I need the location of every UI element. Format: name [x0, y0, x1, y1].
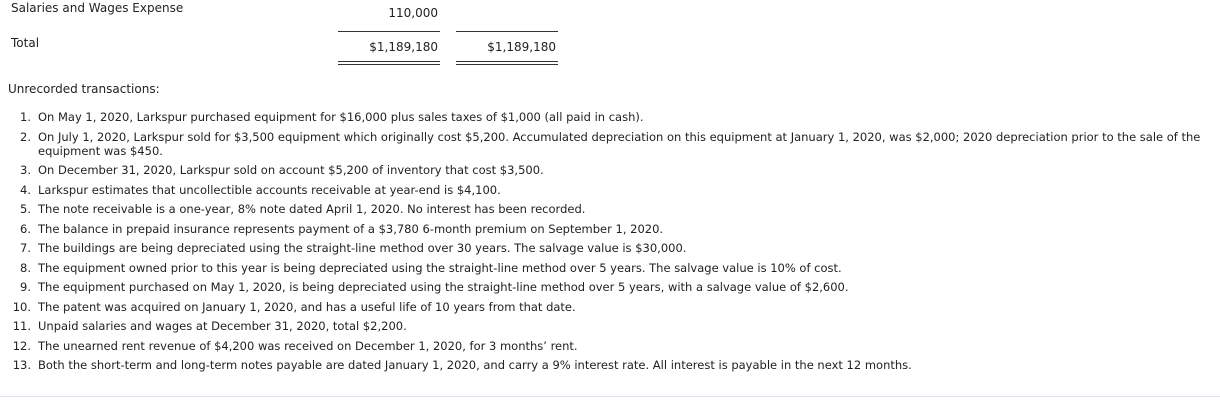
list-item: [0, 241, 1215, 255]
item-text: The patent was acquired on January 1, 2020, and has a useful life of 10 years from that date.: [38, 299, 576, 314]
item-text: On May 1, 2020, Larkspur purchased equipment for $16,000 plus sales taxes of $1,000 (all paid in cash).: [38, 110, 644, 124]
item-number: 3.: [20, 163, 31, 177]
item-number: 11.: [12, 319, 31, 333]
item-text: The unearned rent revenue of $4,200 was received on December 1, 2020, for 3 months’ rent.: [38, 338, 578, 353]
list-item: [0, 163, 1215, 177]
item-number: 10.: [12, 299, 31, 314]
list-item: [0, 130, 1215, 158]
section-title: Unrecorded transactions:: [8, 82, 160, 96]
debit-amount: 110,000: [388, 6, 438, 20]
list-item: [0, 183, 1215, 197]
debit-double-underline: [338, 61, 440, 62]
list-item: [0, 261, 1215, 275]
item-text: Both the short-term and long-term notes payable are dated January 1, 2020, and carry a 9% interest rate. All interest is payable in the next 12 months.: [38, 358, 912, 372]
item-number: 9.: [20, 280, 31, 294]
item-number: 13.: [12, 358, 31, 372]
item-text: The note receivable is a one-year, 8% note dated April 1, 2020. No interest has been recorded.: [38, 202, 586, 216]
debit-total: $1,189,180: [369, 40, 438, 54]
list-item: [0, 339, 1215, 353]
list-item: [0, 319, 1215, 333]
transactions-list: [0, 110, 1215, 378]
list-item: [0, 110, 1215, 124]
list-item: [0, 358, 1215, 372]
item-text: The equipment purchased on May 1, 2020, is being depreciated using the straight-line method over 5 years, with a salvage value of $2,600.: [38, 280, 849, 294]
item-number: 7.: [20, 241, 31, 255]
item-text: The buildings are being depreciated using the straight-line method over 30 years. The salvage value is $30,000.: [38, 241, 687, 255]
account-label: Salaries and Wages Expense: [11, 1, 184, 15]
credit-double-underline: [456, 61, 558, 62]
item-text: On July 1, 2020, Larkspur sold for $3,500 equipment which originally cost $5,200. Accumulated depreciation on this equipment at January 1, 2020, was $2,000; 2020 depreciation prior to the sale of the equipment was $450.: [38, 129, 1201, 158]
item-number: 12.: [12, 338, 31, 353]
item-number: 4.: [20, 182, 31, 197]
item-number: 6.: [20, 221, 31, 236]
list-item: [0, 280, 1215, 294]
debit-underline: [338, 31, 440, 32]
list-item: [0, 202, 1215, 216]
item-number: 2.: [20, 129, 31, 144]
total-label: Total: [11, 36, 40, 50]
list-item: [0, 222, 1215, 236]
item-number: 1.: [20, 110, 31, 124]
item-text: The equipment owned prior to this year is being depreciated using the straight-line method over 5 years. The salvage value is 10% of cost.: [38, 260, 842, 275]
item-text: Unpaid salaries and wages at December 31, 2020, total $2,200.: [38, 319, 407, 333]
item-number: 8.: [20, 260, 31, 275]
debit-double-underline: [338, 64, 440, 65]
item-text: The balance in prepaid insurance represents payment of a $3,780 6-month premium on September 1, 2020.: [38, 221, 664, 236]
item-number: 5.: [20, 202, 31, 216]
credit-double-underline: [456, 64, 558, 65]
item-text: On December 31, 2020, Larkspur sold on account $5,200 of inventory that cost $3,500.: [38, 163, 544, 177]
credit-total: $1,189,180: [487, 40, 556, 54]
list-item: [0, 300, 1215, 314]
credit-underline: [456, 31, 558, 32]
divider: [0, 396, 1220, 397]
item-text: Larkspur estimates that uncollectible accounts receivable at year-end is $4,100.: [38, 182, 501, 197]
